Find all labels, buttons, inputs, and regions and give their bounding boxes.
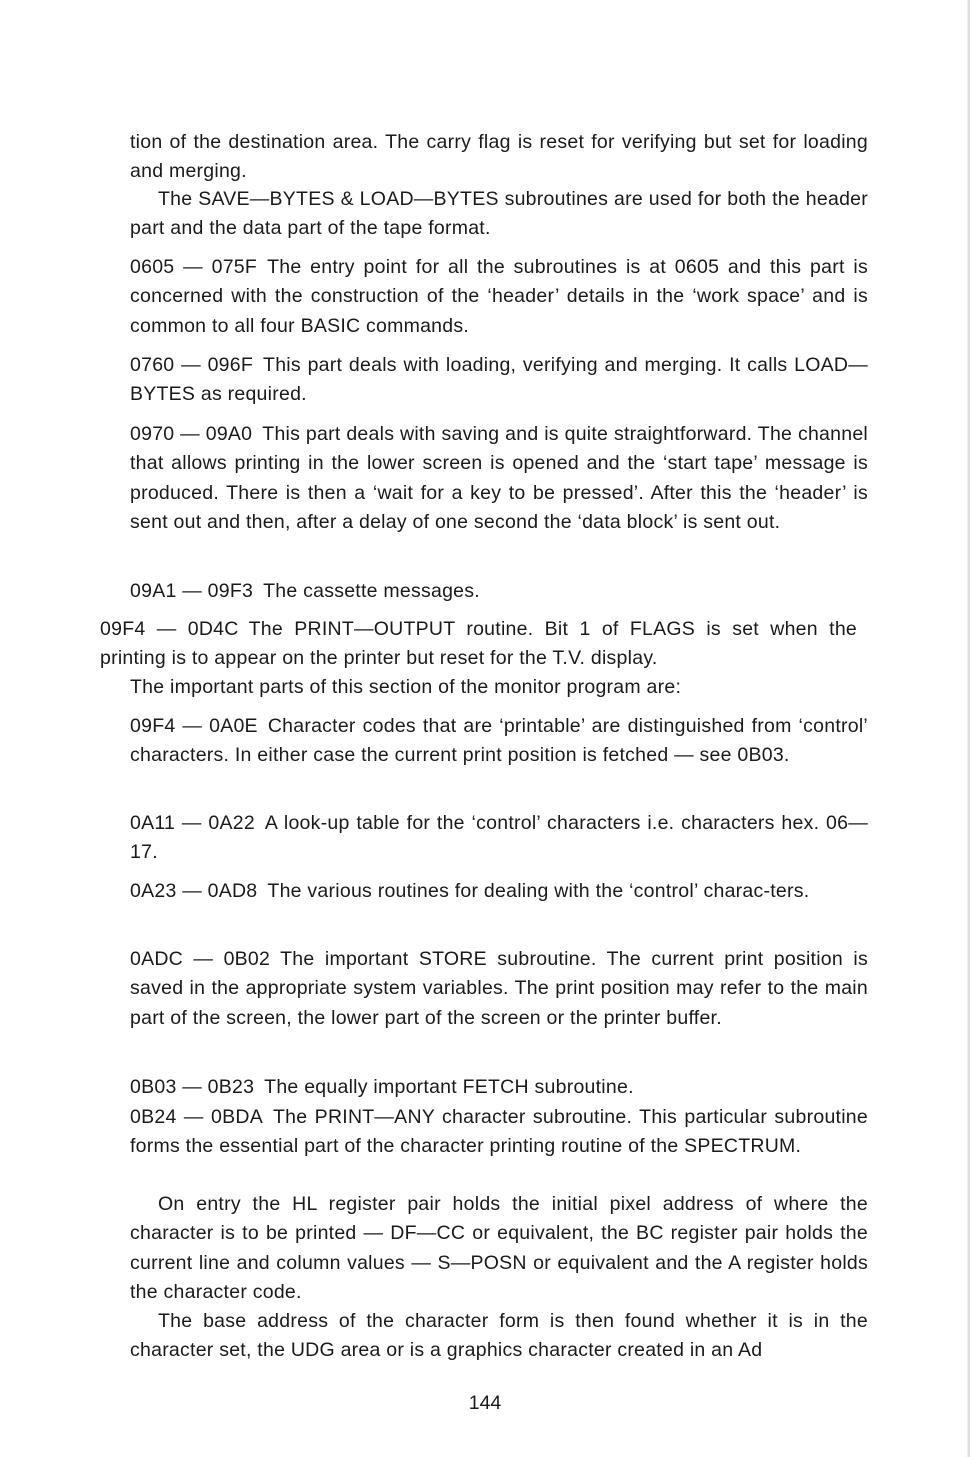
entry-0970 — [130, 420, 868, 538]
entry-text: A look-up table for the ‘control’ characters i.e. characters hex. 06—17. — [130, 812, 868, 864]
entry-text: The various routines for dealing with the ‘control’ charac-ters. — [267, 880, 810, 902]
paragraph-text: The SAVE—BYTES & LOAD—BYTES subroutines are used for both the header part and the data part of the tape format. — [130, 188, 868, 240]
entry-0760 — [130, 351, 868, 410]
paragraph-text: The important parts of this section of the monitor program are: — [130, 676, 682, 698]
entry-text: The equally important FETCH subroutine. — [264, 1076, 634, 1098]
paragraph-base-address — [130, 1307, 868, 1366]
paragraph-important-parts — [130, 673, 868, 702]
entry-09f4-character-codes — [130, 712, 868, 771]
address-range: 0B03 — 0B23 — [130, 1076, 255, 1098]
entry-text: The cassette messages. — [263, 580, 480, 602]
address-range: 0760 — 096F — [130, 354, 254, 376]
paragraph-text: On entry the HL register pair holds the initial pixel address of where the character is to be printed — DF—CC or equivalent, the BC register pair holds the current line and column values — S—POSN or equivalent and the A register holds the character code. — [130, 1193, 868, 1304]
entry-09f4-print-output — [100, 615, 857, 674]
paragraph-save-load-bytes — [130, 185, 868, 244]
entry-text: This part deals with saving and is quite straightforward. The channel that allows printing in the lower screen is opened and the ‘start tape’ message is produced. There is then a ‘wait for a key to be pressed’. After this the ‘header’ is sent out and then, after a delay of one second the ‘data block’ is sent out. — [130, 423, 868, 534]
address-range: 0A23 — 0AD8 — [130, 880, 258, 902]
entry-text: The entry point for all the subroutines is at 0605 and this part is concerned with the construction of the ‘header’ details in the ‘work space’ and is common to all four BASIC commands. — [130, 256, 868, 337]
entry-0b24-print-any — [130, 1103, 868, 1162]
page-number: 144 — [468, 1392, 502, 1414]
paragraph-continuation — [130, 128, 868, 187]
entry-0adc-store — [130, 945, 868, 1033]
address-range: 0605 — 075F — [130, 256, 258, 278]
address-range: 0B24 — 0BDA — [130, 1106, 263, 1128]
paragraph-text: tion of the destination area. The carry flag is reset for verifying but set for loading and merging. — [130, 131, 868, 183]
entry-0b03-fetch — [130, 1073, 868, 1102]
entry-0605 — [130, 253, 868, 341]
entry-text: This part deals with loading, verifying and merging. It calls LOAD—BYTES as required. — [130, 354, 868, 406]
entry-text: The PRINT—OUTPUT routine. Bit 1 of FLAGS is set when the printing is to appear on the printer but reset for the T.V. display. — [100, 618, 858, 670]
paragraph-on-entry — [130, 1190, 868, 1308]
entry-text: Character codes that are ‘printable’ are distinguished from ‘control’ characters. In either case the current print position is fetched — see 0B03. — [130, 715, 869, 767]
entry-09a1 — [130, 577, 868, 606]
address-range: 0A11 — 0A22 — [130, 812, 255, 834]
paragraph-text: The base address of the character form is then found whether it is in the character set, the UDG area or is a graphics character created in an Ad — [130, 1310, 868, 1362]
entry-text: The important STORE subroutine. The current print position is saved in the appropriate system variables. The print position may refer to the main part of the screen, the lower part of the screen or the printer buffer. — [130, 948, 868, 1029]
address-range: 0970 — 09A0 — [130, 423, 253, 445]
address-range: 0ADC — 0B02 — [130, 948, 271, 970]
entry-0a11 — [130, 809, 868, 868]
address-range: 09F4 — 0A0E — [130, 715, 258, 737]
entry-0a23 — [130, 877, 868, 906]
address-range: 09A1 — 09F3 — [130, 580, 254, 602]
address-range: 09F4 — 0D4C — [100, 618, 239, 640]
entry-text: The PRINT—ANY character subroutine. This particular subroutine forms the essential part of the character printing routine of the SPECTRUM. — [130, 1106, 868, 1158]
